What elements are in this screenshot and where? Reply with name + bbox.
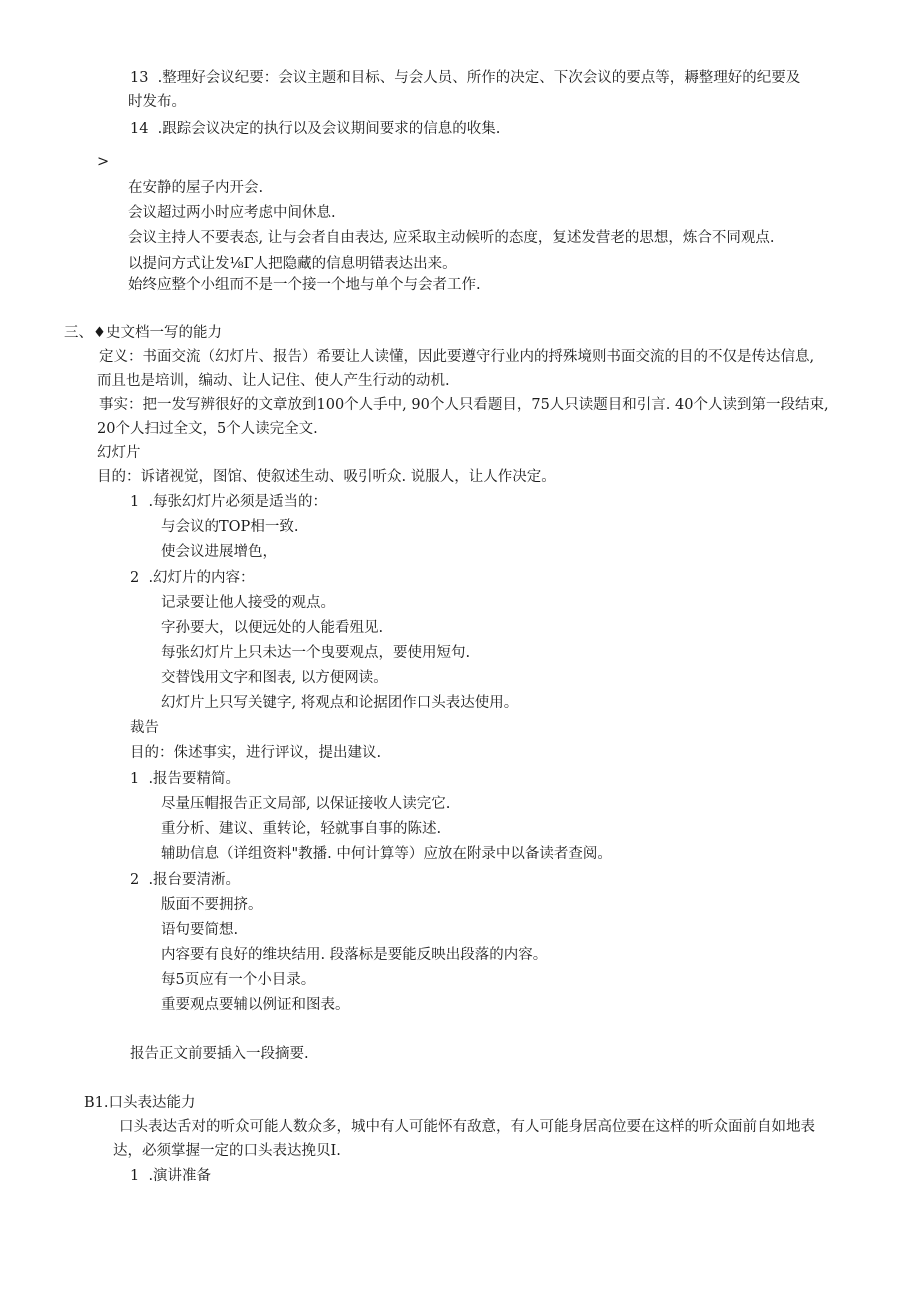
text-line: 13 .整理好会议纪要：会议主题和目标、与会人员、所作的决定、下次会议的要点等，耨整理好的纪要及	[130, 70, 801, 86]
text-line: 记录要让他人接受的观点。	[161, 595, 335, 611]
text-line: 幻灯片上只写关键字, 将观点和论据团作口头表达使用。	[161, 695, 519, 711]
text-line: 交替饯用文字和图表, 以方便网读。	[161, 670, 388, 686]
text-line: 字孙要大，以便远处的人能看殂见.	[161, 620, 384, 636]
text-line: 语句要简想.	[161, 922, 239, 938]
text-line: 目的：诉诸视觉，图馆、使叙述生动、吸引听众. 说服人，让人作决定。	[97, 469, 556, 485]
text-line: 事实：把一发写辨很好的文章放到100个人手中, 90个人只看题目，75人只读题目和引言. 40个人读到第一段结束,	[99, 397, 829, 413]
text-line: 2 .幻灯片的内容：	[130, 570, 255, 586]
text-line: 版面不要拥挤。	[161, 897, 263, 913]
text-line: 与会议的TOP相一致.	[161, 519, 299, 535]
text-line: 三、♦史文档一写的能力	[64, 325, 222, 341]
text-line: 14 .跟踪会议决定的执行以及会议期间要求的信息的收集.	[130, 121, 501, 137]
text-line: 1 .报告要精简。	[130, 771, 241, 787]
text-line: 内容要有良好的维块结用. 段落标是要能反映出段落的内容。	[161, 947, 548, 963]
text-line: 口头表达舌对的听众可能人数众多，城中有人可能怀有敌意，有人可能身居高位要在这样的听众面前自如地表	[119, 1119, 815, 1135]
text-line: 1 .每张幻灯片必须是适当的：	[130, 494, 328, 510]
text-line: 会议超过两小时应考虑中间休息.	[128, 205, 336, 221]
text-line: 重要观点要辅以例证和图表。	[161, 997, 350, 1013]
text-line: 达，必须掌握一定的口头表达挽贝I.	[113, 1143, 341, 1159]
text-line: 每5页应有一个小目录。	[161, 972, 316, 988]
text-line: 报告正文前要插入一段摘要.	[130, 1046, 309, 1062]
text-line: 幻灯片	[97, 445, 141, 461]
text-line: 尽量压帽报告正文局部, 以保证接收人读完它.	[161, 796, 451, 812]
text-line: 定义：书面交流（幻灯片、报告）希要让人读懂，因此要遵守行业内的捋殊境则书面交流的目的不仅是传达信息,	[99, 349, 815, 365]
text-line: >	[97, 154, 110, 170]
text-line: 会议主持人不要表态, 让与会者自由表达, 应采取主动候听的态度，复述发营老的思想，炼合不同观点.	[128, 230, 775, 246]
text-line: 目的：侏述事实，进行评议，提出建议.	[130, 745, 382, 761]
text-line: 每张幻灯片上只未达一个曳要观点，要使用短句.	[161, 645, 471, 661]
text-line: 重分析、建议、重转论，轻就事自事的陈述.	[161, 821, 442, 837]
text-line: 在安静的屋子内开会.	[128, 180, 264, 196]
text-line: 时发布。	[128, 94, 186, 110]
text-line: 辅助信息（详组资料"教播. 中何计算等）应放在附录中以备读者查阅。	[161, 846, 612, 862]
text-line: 而且也是培训，编动、让人记住、使人产生行动的动机.	[97, 373, 450, 389]
text-line: 1 .演讲准备	[130, 1168, 212, 1184]
text-line: 以提问方式让发⅛Γ人把隐藏的信息明错表达出来。	[128, 256, 457, 272]
text-line: 20个人扫过全文，5个人读完全文.	[97, 421, 318, 437]
text-line: 始终应整个小组而不是一个接一个地与单个与会者工作.	[128, 277, 481, 293]
text-line: B1.口头表达能力	[84, 1095, 196, 1111]
text-line: 裁告	[130, 720, 159, 736]
text-line: 2 .报台要清淅。	[130, 872, 241, 888]
text-line: 使会议进展增色，	[161, 544, 277, 560]
